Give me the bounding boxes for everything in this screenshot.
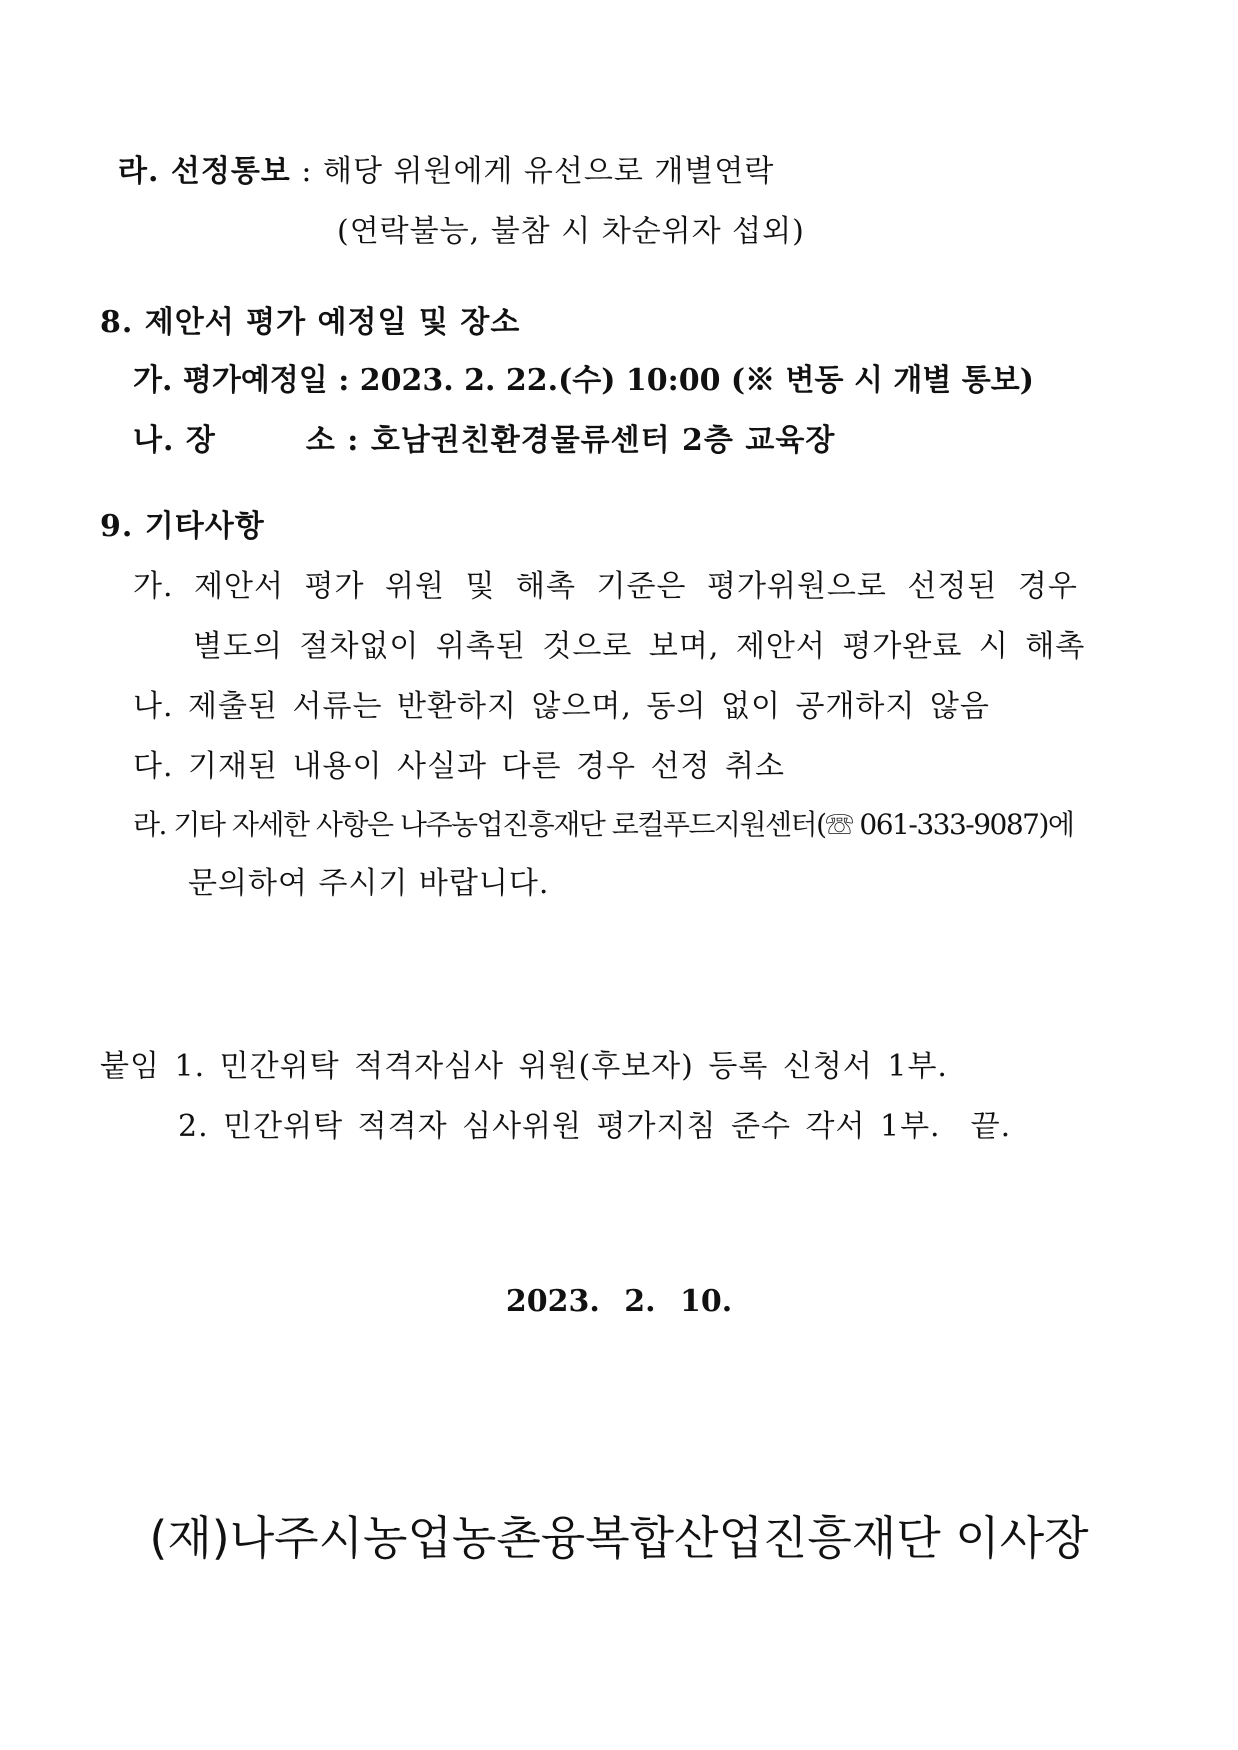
selection-notice-line: [118, 152, 774, 192]
end-mark: 끝.: [970, 1109, 1012, 1144]
attachment-line-2-text: 2. 민간위탁 적격자 심사위원 평가지침 준수 각서 1부.: [178, 1109, 941, 1144]
etc-item-d-line-1: 라. 기타 자세한 사항은 나주농업진흥재단 로컬푸드지원센터(☏ 061-333-9087)에: [133, 808, 1074, 841]
attachment-line-2: [178, 1107, 1011, 1147]
etc-item-d-line-2: 문의하여 주시기 바랍니다.: [188, 866, 550, 901]
selection-notice-note: (연락불능, 불참 시 차순위자 섭외): [337, 214, 805, 249]
etc-item-b: 나. 제출된 서류는 반환하지 않으며, 동의 없이 공개하지 않음: [133, 689, 990, 724]
selection-notice-label: 라. 선정통보: [118, 154, 291, 189]
evaluation-place-line: [133, 421, 835, 461]
evaluation-place-label-2: 소: [305, 423, 336, 458]
section-9-heading: 9. 기타사항: [100, 509, 265, 544]
etc-item-a-line-1: 가. 제안서 평가 위원 및 해촉 기준은 평가위원으로 선정된 경우: [133, 569, 1078, 604]
issuer-signature: (재)나주시농업농촌융복합산업진흥재단 이사장: [149, 1511, 1089, 1565]
section-8-heading: 8. 제안서 평가 예정일 및 장소: [100, 305, 521, 340]
attachment-line-1: 붙임 1. 민간위탁 적격자심사 위원(후보자) 등록 신청서 1부.: [100, 1049, 948, 1084]
selection-notice-text: 해당 위원에게 유선으로 개별연락: [322, 154, 775, 189]
etc-item-c: 다. 기재된 내용이 사실과 다른 경우 선정 취소: [133, 749, 785, 784]
document-date: 2023. 2. 10.: [505, 1284, 733, 1319]
evaluation-place-label: 나. 장: [133, 423, 216, 458]
etc-item-a-line-2: 별도의 절차없이 위촉된 것으로 보며, 제안서 평가완료 시 해촉: [193, 629, 1086, 664]
evaluation-place-text: : 호남권친환경물류센터 2층 교육장: [347, 423, 836, 458]
evaluation-date-line: 가. 평가예정일 : 2023. 2. 22.(수) 10:00 (※ 변동 시 개별 통보): [133, 363, 1034, 398]
selection-notice-sep: :: [290, 154, 323, 189]
